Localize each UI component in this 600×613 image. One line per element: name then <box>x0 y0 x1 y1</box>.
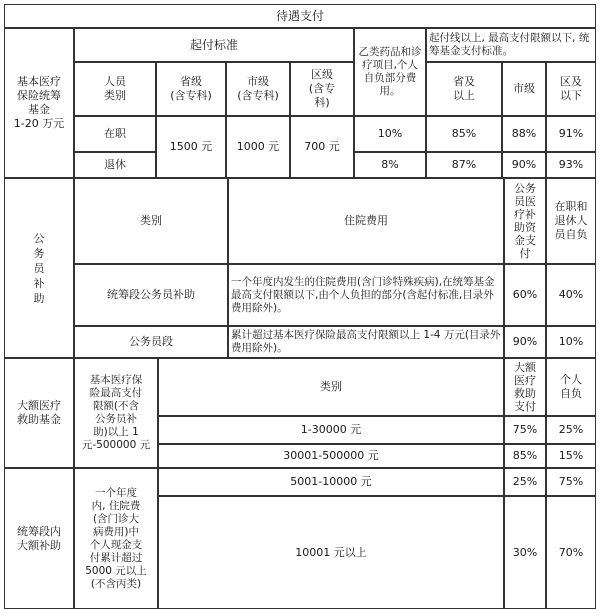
city-header: 市级 (含专科) <box>226 62 290 116</box>
deductible-district: 700 元 <box>290 116 354 178</box>
retired-provincial-rate: 87% <box>426 152 502 178</box>
district-above-header: 区及 以下 <box>546 62 596 116</box>
pooled-range-2-self: 70% <box>546 496 596 609</box>
pooled-range-1: 5001-10000 元 <box>158 468 504 496</box>
civil-servant-label: 公 务 员 补 助 <box>4 178 74 358</box>
employed-label: 在职 <box>74 116 156 152</box>
major-range-2-fund: 85% <box>504 444 546 468</box>
major-range-1-fund: 75% <box>504 416 546 444</box>
pooled-major-label: 统筹段内 大额补助 <box>4 468 74 609</box>
retired-label: 退休 <box>74 152 156 178</box>
deductible-provincial: 1500 元 <box>156 116 226 178</box>
district-header: 区级 (含专 科) <box>290 62 354 116</box>
city-above-header: 市级 <box>502 62 546 116</box>
employed-city-rate: 88% <box>502 116 546 152</box>
pooled-range-1-fund: 25% <box>504 468 546 496</box>
class-b-header: 乙类药品和诊疗项目,个人自负部分费用。 <box>354 28 426 116</box>
civil-fund-header: 公务 员医 疗补 助资 金支 付 <box>504 178 546 264</box>
major-range-1: 1-30000 元 <box>158 416 504 444</box>
civil-cost-header: 住院费用 <box>228 178 504 264</box>
retired-district-rate: 93% <box>546 152 596 178</box>
major-range-2-self: 15% <box>546 444 596 468</box>
above-deductible-header: 起付线以上, 最高支付限额以下, 统筹基金支付标准。 <box>426 28 596 62</box>
employed-class-b: 10% <box>354 116 426 152</box>
major-range-2: 30001-500000 元 <box>158 444 504 468</box>
deductible-city: 1000 元 <box>226 116 290 178</box>
pooled-civil-subsidy-label: 统筹段公务员补助 <box>74 264 228 326</box>
civil-segment-label: 公务员段 <box>74 326 228 358</box>
pooled-range-1-self: 75% <box>546 468 596 496</box>
employed-district-rate: 91% <box>546 116 596 152</box>
pooled-major-desc: 一个年度 内, 住院费 (含门诊大 病费用)中 个人现金支 付累计超过 5000 元以上 (不含丙类) <box>74 468 158 609</box>
civil-segment-cost: 累计超过基本医疗保险最高支付限额以上 1-4 万元(目录外费用除外)。 <box>228 326 504 358</box>
category-header: 人员 类别 <box>74 62 156 116</box>
employed-provincial-rate: 85% <box>426 116 502 152</box>
major-fund-label: 大额医疗 救助基金 <box>4 358 74 468</box>
major-category-header: 类别 <box>158 358 504 416</box>
pooled-civil-subsidy-self: 40% <box>546 264 596 326</box>
pooled-range-2: 10001 元以上 <box>158 496 504 609</box>
pooled-civil-subsidy-cost: 一个年度内发生的住院费用(含门诊特殊疾病),在统筹基金最高支付限额以下,由个人负担的部分(含起付标准,目录外费用除外)。 <box>228 264 504 326</box>
table-title: 待遇支付 <box>4 4 596 28</box>
civil-self-header: 在职和 退休人 员自负 <box>546 178 596 264</box>
civil-category-header: 类别 <box>74 178 228 264</box>
retired-city-rate: 90% <box>502 152 546 178</box>
deductible-header: 起付标准 <box>74 28 354 62</box>
major-fund-header: 大额 医疗 救助 支付 <box>504 358 546 416</box>
major-range-1-self: 25% <box>546 416 596 444</box>
pooled-civil-subsidy-fund: 60% <box>504 264 546 326</box>
civil-segment-fund: 90% <box>504 326 546 358</box>
civil-segment-self: 10% <box>546 326 596 358</box>
provincial-above-header: 省及 以上 <box>426 62 502 116</box>
major-self-header: 个人 自负 <box>546 358 596 416</box>
major-fund-desc: 基本医疗保 险最高支付 限额(不含 公务员补 助)以上 1 元-500000 元 <box>74 358 158 468</box>
basic-fund-label: 基本医疗 保险统筹 基金 1-20 万元 <box>4 28 74 178</box>
retired-class-b: 8% <box>354 152 426 178</box>
pooled-range-2-fund: 30% <box>504 496 546 609</box>
provincial-header: 省级 (含专科) <box>156 62 226 116</box>
